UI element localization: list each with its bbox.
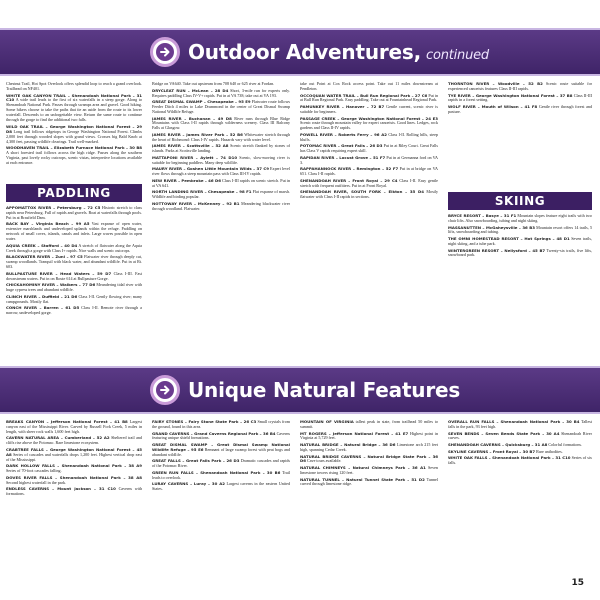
column-top-1	[6, 82, 142, 182]
banner-subtitle: continued	[426, 48, 489, 63]
entry	[152, 202, 290, 212]
column-top-2	[152, 82, 290, 360]
entry-text: Largest caverns in the eastern United States.	[152, 481, 290, 492]
entry-text: Put in at Bull Run Regional Park. Easy paddling. Take out at Fountainhead Regional Park.	[300, 92, 438, 103]
entry-heading: MATTAPONI RIVER – Aylett – 74 D10	[152, 154, 238, 160]
entry	[152, 443, 290, 458]
entry-heading: WHITE OAK CANYON TRAIL – Shenandoah National Park – 31 C10	[6, 92, 142, 103]
entry-text: Cave tours available.	[306, 458, 342, 464]
arrow-right-icon	[150, 37, 180, 67]
entry-text: Mountain slopes feature eight trails with two chair lifts. Also snowboarding, tubing and night skiing.	[448, 214, 592, 223]
entry	[448, 432, 592, 442]
entry	[300, 432, 438, 442]
column-bottom-4	[448, 420, 592, 580]
entry	[6, 464, 142, 474]
entry-text: Colorful formations.	[548, 442, 582, 447]
entry-text: Short, 3-mile run for experts only. Requires paddling Class IV-V+ rapids. Put in at VA 738; take out at VA 193.	[152, 87, 290, 98]
entry	[448, 237, 592, 247]
outdoor-adventures-banner	[0, 28, 600, 76]
column-top-4-skiing	[448, 214, 592, 360]
entry-text: Sheltered trail and cliffs rise above the Potomac. Rare limestone ecosystem.	[6, 435, 142, 446]
entry-heading: MT ROGERS – Jefferson National Forest – 41 E7	[300, 430, 409, 436]
entry-heading: DOVES RIVER FALLS – Shenandoah National Park – 38 A8	[6, 474, 142, 480]
entry-heading: JAMES RIVER – James River Park – 52 B6	[152, 131, 243, 137]
entry-heading: CHICKAHOMINY RIVER – Walkers – 77 D6	[6, 282, 96, 288]
entry	[6, 306, 142, 316]
entry-heading: NATURAL CHIMNEYS – Natural Chimneys Park – 36 A1	[300, 465, 426, 470]
entry-text: Flat expanse of marsh. Wildlife and birding popular.	[152, 189, 290, 200]
entry	[6, 255, 142, 270]
entry-text: Series of 70-foot cascades falling.	[6, 468, 62, 474]
entry	[152, 144, 290, 154]
entry	[448, 226, 592, 236]
entry-text: Class I-II. Easy gentle stretch with frequent outfitters. Put in at Front Royal.	[300, 177, 438, 188]
entry	[300, 94, 438, 104]
entry-heading: GREAT FALLS – Great Falls Park – 26 D3	[152, 458, 240, 464]
entry	[6, 476, 142, 486]
entry-text: Expert level river flows through a steep mountain pass with Class III-IV rapids.	[152, 166, 290, 177]
entry	[152, 133, 290, 143]
entry	[6, 295, 142, 305]
entry	[300, 443, 438, 453]
entry-text: Bridge on VA640. Take out upstream from 708 640 or 625 river at Fordan.	[152, 82, 275, 86]
entry	[6, 94, 142, 124]
entry-text: Second highest waterfall in the park.	[6, 479, 67, 485]
entry-heading: OVERALL RUN FALLS – Shenandoah National Park – 30 B4	[448, 420, 580, 424]
entry-text: Gentle river through forest and pasture.	[448, 104, 592, 114]
entry	[300, 144, 438, 154]
entry	[152, 432, 290, 442]
entry-heading: GREAT DISMAL SWAMP – Great Dismal Swamp National Wildlife Refuge – 95 E6	[152, 442, 290, 452]
entry-heading: THE OMNI HOMESTEAD RESORT – Hot Springs – 48 D1	[448, 236, 570, 241]
entry-text: Whitewater stretch through the heart of Richmond: Class I-IV rapids. Hazards vary with water level.	[152, 131, 290, 142]
entry	[152, 420, 290, 430]
entry	[300, 133, 438, 143]
entry-text: Flatwater river through deeply cut, swamp woodlands. Tranquil with black water, and abundant wildlife. Put in at Rt. 603.	[6, 254, 142, 270]
entry-text: A wide trail leads to the first of six waterfalls in a steep gorge. Along to Shenandoah National Park. Passes through swamps area and gravel. Good hiking. Some hikers choose to take the paths that tie an aside from the route to its lower waterfall. Descends to an unforgettable view. Return the same route to continue through the gorge to find the additional two falls.	[6, 97, 142, 123]
column-bottom-3	[300, 420, 438, 580]
entry-text: Class I-III rapids on scenic stretch. Put in at VA 641.	[152, 177, 290, 188]
entry-text: Tunnel carved through limestone ridge.	[300, 476, 438, 487]
entry-heading: NATURAL TUNNEL – Natural Tunnel State Park – 51 D2	[300, 476, 425, 482]
entry-text: Caverns featuring unique shield formations.	[152, 430, 290, 441]
entry-heading: AQUIA CREEK – Stafford – 40 D4	[6, 242, 78, 248]
entry-text: Series of six falls.	[448, 455, 592, 466]
entry-text: Seven trails, night skiing, and a tube park.	[448, 236, 592, 246]
entry-text: Seven limestone towers rising 120 feet.	[300, 465, 438, 475]
entry-heading: WOODHAVEN TRAIL – Elizabeth Furnace National Park – 30 B8	[6, 145, 142, 151]
entry-heading: DARK HOLLOW FALLS – Shenandoah National Park – 38 A9	[6, 463, 142, 469]
entry-heading: GRAND CAVERNS – Grand Caverns Regional Park – 36 B4	[152, 430, 276, 436]
entry-heading: WHITE OAK FALLS – Shenandoah National Park – 31 C10	[448, 455, 571, 461]
entry-text: tallest peak in state, from trailhead 50 miles to summit.	[300, 420, 438, 429]
page-number: 15	[571, 578, 584, 588]
entry-text: Vast expanse of open water, extensive marshlands and undeveloped uplands within the refuge. Paddling on network of small coves, islands, canals and inlets. Large waves possible in open water.	[6, 221, 142, 242]
entry-text: Put in at Riley Court. Great Falls has Class V rapids requiring expert skill.	[300, 143, 438, 154]
banner-title-text: Outdoor Adventures,	[188, 40, 421, 64]
entry-text: Class I-II. Remote river through a narrow, undeveloped gorge.	[6, 305, 142, 316]
entry-heading: TYE RIVER – George Washington National Forest – 37 B8	[448, 92, 573, 98]
entry-text: Scenic route through mountain valley for expert canoeists. Good lines. Ledges, rock gardens and Class II-IV rapids.	[300, 120, 438, 131]
entry	[300, 179, 438, 189]
entry-text: Long trail follows ridgetops in George Washington National Forest. Climbs 2,000 feet through wooded slopes with grand views. Crosses big Bald Knob at 4,300 feet, passing wildlife clearings. Trail well-marked.	[6, 128, 142, 144]
entry	[6, 420, 142, 435]
entry-text: Class I-II. Gently flowing river; many campgrounds. Mostly flat.	[6, 293, 142, 304]
entry-heading: RAPIDAN RIVER – Locust Grove – 51 F7	[300, 154, 386, 160]
entry	[448, 105, 592, 115]
entry-heading: CONCH RIVER – Barren – 61 D5	[6, 305, 80, 311]
entry	[300, 455, 438, 465]
entry-text: Put in at Germanna ford on VA 3.	[300, 154, 438, 165]
entry-heading: BLACKWATER RIVER – Zuni – 97 C5	[6, 254, 83, 260]
entry-heading: SHENANDOAH RIVER – Front Royal – 29 C4	[300, 177, 398, 183]
entry-text: Small crystals from the ground, found in this area.	[152, 420, 290, 429]
entry-heading: SHENANDOAH CAVERNS – Quicksburg – 31 A8	[448, 442, 548, 447]
entry-text: Rare anthodites.	[536, 448, 563, 454]
entry-heading: NORTH LANDING RIVER – Chesapeake – 98 F1	[152, 189, 252, 195]
entry	[448, 443, 592, 448]
entry-heading: JAMES RIVER – Scottsville – 52 A8	[152, 143, 229, 149]
entry	[448, 249, 592, 259]
arrow-right-icon	[150, 375, 180, 405]
section-heading-skiing: SKIING	[448, 192, 592, 210]
entry-heading: NATURAL BRIDGE CAVERNS – Natural Bridge State Park – 36 D6	[300, 453, 438, 464]
entry-heading: MAURY RIVER – Goshen Little Mountain Wilds – 37 C9	[152, 166, 269, 172]
entry-heading: NATURAL BRIDGE – Natural Bridge – 36 D6	[300, 442, 396, 447]
entry	[6, 82, 142, 92]
section-heading-paddling: PADDLING	[6, 184, 142, 202]
entry-heading: MOUNTAIN OF VIRGINIA	[300, 420, 354, 424]
entry-text: Class I-III. Fast downstream waters. Put in on Route 614 at Bullpasture Gorge.	[6, 270, 142, 281]
entry	[152, 117, 290, 132]
entry-text: Class I-II. Rolling hills, steep bluffs.	[300, 131, 438, 142]
entry	[152, 459, 290, 469]
entry	[448, 456, 592, 466]
entry-heading: MASSANUTTEN – McGaheysville – 36 B3	[448, 224, 535, 230]
entry	[6, 222, 142, 242]
entry-text: Chestnut Trail, Hot Spot Overlook offers splendid loop to reach a grand overlook. Trailhead on NF401.	[6, 82, 142, 91]
entry-heading: DRYCLEAT RUN – McLean – 28 D4	[152, 87, 229, 93]
entry-text: Flatwater route follows Feeder Ditch 4 miles to Lake Drummond in the center of Great Dismal Swamp National Wildlife Refuge.	[152, 99, 290, 114]
entry-heading: CLINCH RIVER – Duffield – 21 D6	[6, 293, 78, 299]
entry-text: take out Point at Cox Rock access point. Take out 11 miles downstream at Pendleton.	[300, 82, 438, 91]
entry-text: Trail leads to overlook.	[152, 469, 290, 480]
entry-text: Limestone arch 215 feet high, spanning Cedar Creek.	[300, 442, 438, 452]
entry-heading: LURAY CAVERNS – Luray – 30 A2	[152, 481, 225, 487]
entry-heading: WILD OAK TRAIL – George Washington National Forest – 29 D8	[6, 123, 142, 134]
entry-heading: BULLPASTURE RIVER – Head Waters – 59 D7	[6, 270, 112, 276]
entry-heading: GREEN RUN FALLS – Shenandoah National Park – 30 B6	[152, 469, 281, 475]
entry-heading: SEVEN BENDS – Seven Bends State Park – 30 A4	[448, 430, 560, 436]
entry-heading: SHENANDOAH RIVER, SOUTH FORK – Elkton – 35 D4	[300, 189, 424, 195]
column-bottom-1	[6, 420, 142, 580]
entry-text: A stretch of flatwater along the Aquia Creek through a gorge with Class I+ rapids. Nice walls and scenic outcrops.	[6, 242, 142, 253]
entry-text: Meandering tidal river with huge cypress trees and abundant wildlife.	[6, 282, 142, 293]
entry	[152, 190, 290, 200]
column-top-4	[448, 82, 592, 188]
entry-text: Meandering blackwater river through woodland. Flatwater.	[152, 200, 290, 211]
entry-text: Remnant of large swamp forest with peat bogs and abundant wildlife.	[152, 446, 290, 457]
entry-text: Historic stretch to class rapids near Petersburg. Full of rapids and gravels. Boat at waterfalls through pools. Put in at Brasfield Dam.	[6, 206, 142, 220]
entry	[6, 146, 142, 166]
entry-heading: NEW RIVER – Pembroke – 46 D6	[152, 177, 221, 183]
entry-text: Scenic route suitable for experienced canoeists features Class II-III rapids.	[448, 82, 592, 91]
entry-text: Caverns with formations.	[6, 486, 142, 497]
entry	[300, 105, 438, 115]
entry	[152, 100, 290, 115]
entry-heading: BACK BAY – Virginia Beach – 99 A5	[6, 221, 90, 227]
entry	[6, 487, 142, 497]
entry	[6, 125, 142, 145]
entry	[448, 214, 592, 224]
entry	[152, 482, 290, 492]
column-bottom-2	[152, 420, 290, 580]
entry	[300, 117, 438, 132]
entry-heading: JAMES RIVER – Buchanan – 49 D8	[152, 115, 232, 121]
entry	[152, 89, 290, 99]
banner-title	[188, 40, 489, 64]
entry-heading: PAMUNKEY RIVER – Hanover – 72 B7	[300, 104, 385, 109]
entry-text: Highest point in Virginia at 5,729 feet.	[300, 430, 438, 441]
entry	[300, 420, 438, 430]
banner-title: Unique Natural Features	[188, 378, 461, 402]
entry	[152, 156, 290, 166]
entry-text: A short forested trail follows across the high ridge. Passes along the southern Virginia, past lovely rocky outcrops, scenic vistas, interpretive locations available at each entrance.	[6, 150, 142, 166]
entry-text: Dramatic cascades and rapids of the Potomac River.	[152, 458, 290, 469]
entry-heading: OCCOQUAN WATER TRAIL – Bull Run Regional Park – 27 C6	[300, 92, 428, 98]
entry-text: Twenty-six trails, five lifts, snowboard park.	[448, 247, 592, 258]
entry	[448, 450, 592, 455]
column-top-1-paddling	[6, 206, 142, 358]
entry-heading: WOLF RIVER – Mouth of Wilson – 41 F8	[448, 104, 538, 109]
entry-heading: NOTTOWAY RIVER – McKenney – 92 B1	[152, 200, 240, 206]
entry-heading: RAPPAHANNOCK RIVER – Remington – 52 F7	[300, 166, 399, 172]
entry-text: Series of cascades and waterfalls drops 1,200 feet. Highest vertical drop east of the Mississippi.	[6, 451, 142, 462]
entry-text: Tallest falls in the park, 93 feet high.	[448, 420, 592, 429]
entry	[6, 436, 142, 446]
entry-heading: CRABTREE FALLS – George Washington National Forest – 45 A8	[6, 446, 142, 457]
entry	[6, 448, 142, 463]
entry	[6, 244, 142, 254]
entry-heading: FAIRY STONES – Fairy Stone State Park – 26 C3	[152, 420, 257, 424]
entry-heading: THORNTON RIVER – Woodville – 52 B2	[448, 82, 543, 86]
entry	[152, 179, 290, 189]
entry	[6, 272, 142, 282]
entry	[448, 420, 592, 430]
entry-heading: POTOMAC RIVER – Great Falls – 26 D3	[300, 143, 383, 149]
entry	[448, 94, 592, 104]
entry-heading: BRYCE RESORT – Basye – 31 F1	[448, 214, 517, 218]
entry	[300, 167, 438, 177]
entry-heading: WINTERGREEN RESORT – Nellysford – 45 B7	[448, 247, 546, 253]
entry	[300, 478, 438, 488]
entry-heading: POWELL RIVER – Roberts Ferry – 96 A2	[300, 131, 387, 137]
entry-heading: PASSAGE CREEK – George Washington National Forest – 24 E3	[300, 115, 438, 121]
entry-text: Scenic stretch flanked by stones of islands. Parks at Scottsville landing.	[152, 143, 290, 154]
entry-heading: APPOMATTOX RIVER – Petersburg – 72 C5	[6, 206, 101, 210]
entry-text: Scenic, slow-moving river is suitable for beginning paddlers. Many deep wildlife.	[152, 154, 290, 165]
entry	[300, 156, 438, 166]
entry-text: Largest canyon east of the Mississippi River. Carved by Russell Fork Creek, 5 miles in length, with sheer rock walls 1,600 feet high.	[6, 420, 142, 434]
entry-text: Shenandoah River curves.	[448, 430, 592, 441]
entry	[6, 283, 142, 293]
entry-heading: CAVERN NATURAL AREA – Cumberland – 52 A2	[6, 435, 110, 441]
entry-text: Class II-III rapids in a forest setting.	[448, 92, 592, 103]
entry-text: Mountain resort offers 14 trails, 5 lifts, snowboarding and tubing.	[448, 224, 592, 235]
unique-natural-features-banner	[0, 366, 600, 414]
entry	[300, 190, 438, 200]
entry-text: Mostly flatwater with Class I-II rapids in sections.	[300, 189, 438, 200]
entry	[300, 82, 438, 92]
entry-heading: ENDLESS CAVERNS – Mount Jackson – 31 C10	[6, 486, 116, 492]
entry-heading: SKYLINE CAVERNS – Front Royal – 30 B7	[448, 448, 536, 454]
entry-heading: BREAKS CANYON – Jefferson National Forest – 41 B8	[6, 420, 128, 424]
column-top-3	[300, 82, 438, 360]
entry	[6, 206, 142, 221]
entry-heading: GREAT DISMAL SWAMP – Chesapeake – 95 E9	[152, 99, 251, 105]
entry	[152, 167, 290, 177]
entry-text: Put in at bridge on VA 651. Class I-II rapids.	[300, 166, 438, 177]
entry	[152, 471, 290, 481]
entry-text: River runs through Blue Ridge Mountains with Class I-II rapids through wilderness scenery. Class III Balcony Falls at Glasgow.	[152, 115, 290, 131]
entry	[152, 82, 290, 87]
entry-text: Gentle current, scenic river is suitable for beginners.	[300, 104, 438, 114]
entry	[300, 466, 438, 476]
entry	[448, 82, 592, 92]
